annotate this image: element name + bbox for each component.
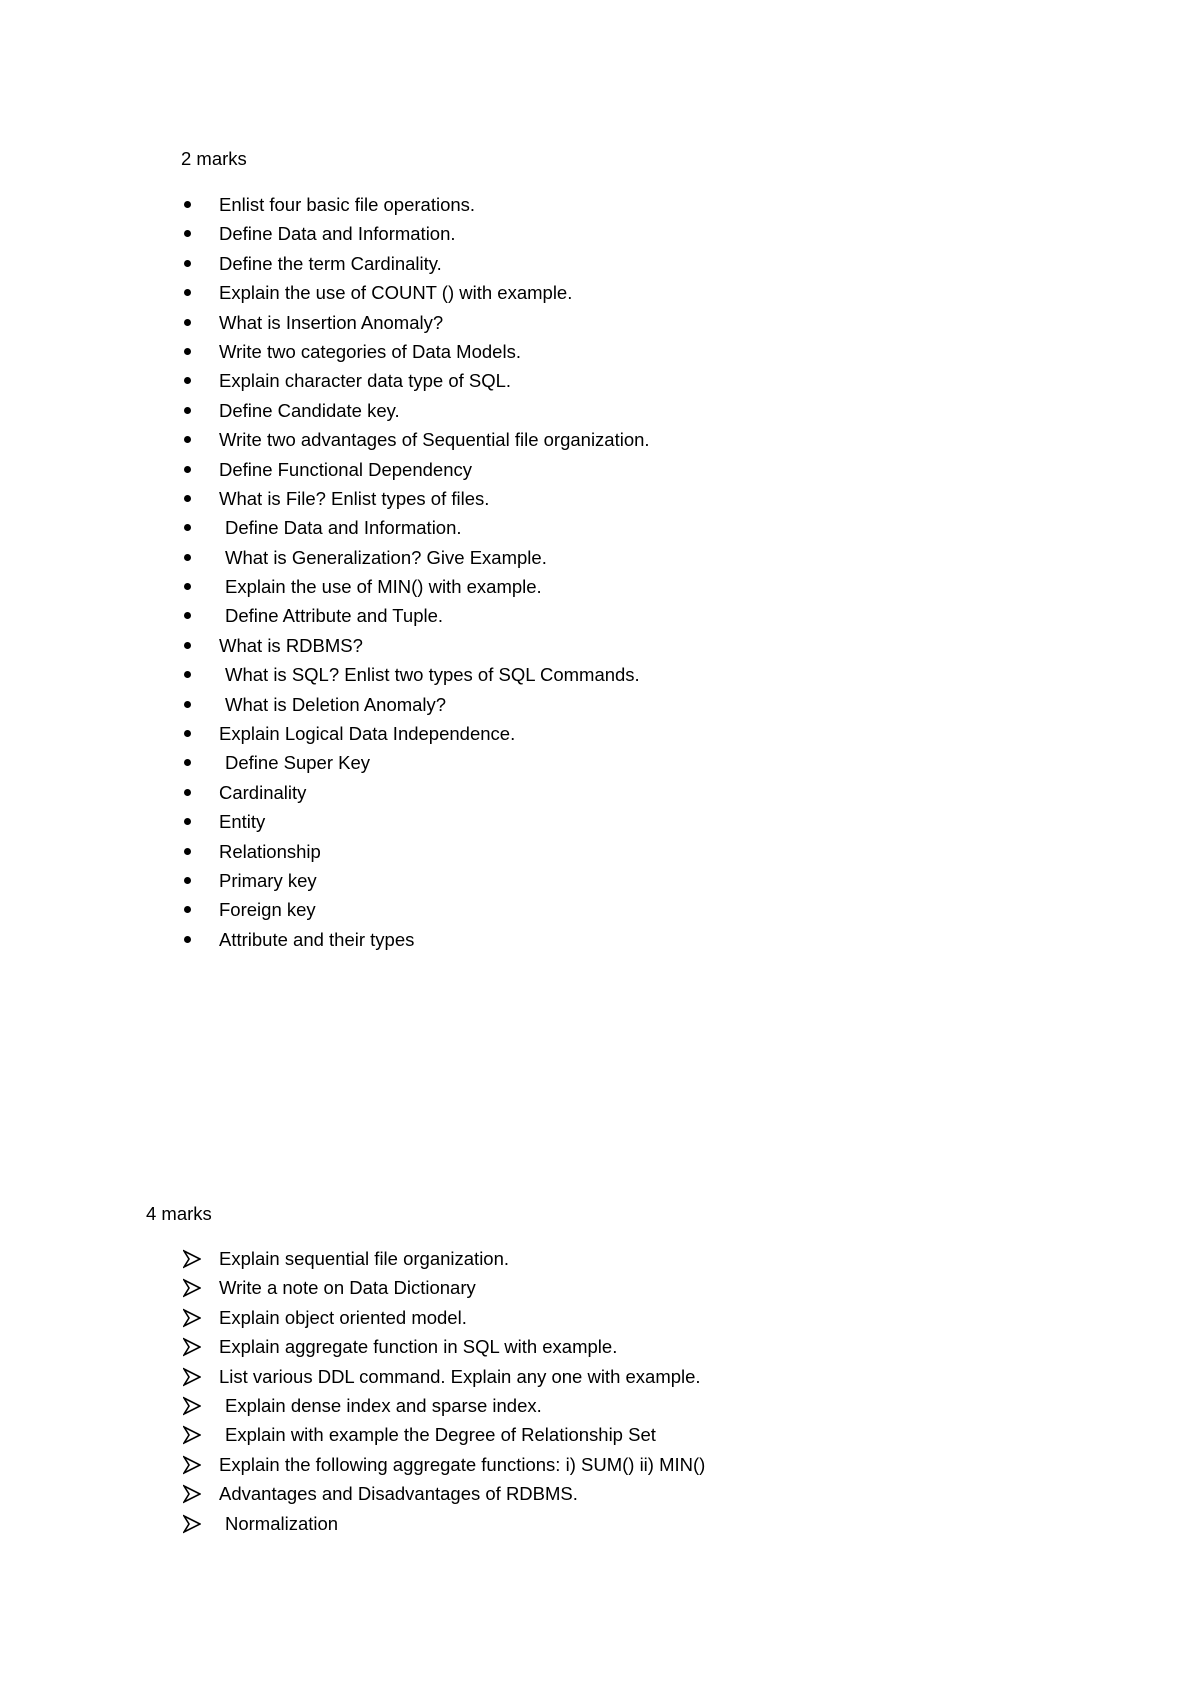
question-text: What is Insertion Anomaly? [219, 311, 444, 333]
list-item [183, 1454, 705, 1483]
question-text: Write a note on Data Dictionary [219, 1277, 476, 1299]
bullet-dot-icon [184, 730, 191, 737]
bullet-dot-icon [184, 583, 191, 590]
bullet-dot-icon [184, 612, 191, 619]
bullet-dot-icon [184, 201, 191, 208]
question-list-4-marks [183, 1248, 705, 1542]
bullet-dot-icon [184, 524, 191, 531]
list-item [183, 370, 650, 399]
arrowhead-bullet-icon [183, 1337, 201, 1357]
question-text: Explain dense index and sparse index. [225, 1394, 542, 1416]
list-item [183, 811, 650, 840]
bullet-dot-icon [184, 701, 191, 708]
question-text: Explain object oriented model. [219, 1306, 467, 1328]
question-text: Define Data and Information. [225, 517, 462, 539]
question-text: What is RDBMS? [219, 634, 363, 656]
list-item [183, 488, 650, 517]
bullet-dot-icon [184, 848, 191, 855]
arrowhead-bullet-icon [183, 1278, 201, 1298]
bullet-dot-icon [184, 436, 191, 443]
list-item [183, 1513, 705, 1542]
question-text: Explain the use of MIN() with example. [225, 576, 542, 598]
question-text: Define the term Cardinality. [219, 252, 442, 274]
question-list-2-marks [183, 194, 650, 958]
question-text: Enlist four basic file operations. [219, 194, 476, 215]
bullet-dot-icon [184, 906, 191, 913]
list-item [183, 635, 650, 664]
bullet-dot-icon [184, 554, 191, 561]
bullet-dot-icon [184, 671, 191, 678]
bullet-dot-icon [184, 789, 191, 796]
bullet-dot-icon [184, 407, 191, 414]
bullet-dot-icon [184, 466, 191, 473]
question-text: Explain with example the Degree of Relationship Set [225, 1424, 656, 1446]
question-text: Define Functional Dependency [219, 458, 472, 480]
list-item [183, 1395, 705, 1424]
question-text: Define Data and Information. [219, 223, 456, 245]
list-item [183, 841, 650, 870]
bullet-dot-icon [184, 319, 191, 326]
bullet-dot-icon [184, 260, 191, 267]
arrowhead-bullet-icon [183, 1308, 201, 1328]
bullet-dot-icon [184, 289, 191, 296]
question-text: Write two categories of Data Models. [219, 340, 521, 362]
list-item [183, 517, 650, 546]
list-item [183, 1424, 705, 1453]
arrowhead-bullet-icon [183, 1514, 201, 1534]
question-text: Cardinality [219, 781, 307, 803]
list-item [183, 253, 650, 282]
list-item [183, 899, 650, 928]
question-text: Attribute and their types [219, 928, 415, 950]
arrowhead-bullet-icon [183, 1455, 201, 1475]
list-item [183, 1336, 705, 1365]
list-item [183, 605, 650, 634]
section-heading-4-marks: 4 marks [146, 1203, 212, 1224]
question-text: Explain the following aggregate functions: i) SUM() ii) MIN() [219, 1453, 706, 1475]
list-item [183, 194, 650, 223]
list-item [183, 312, 650, 341]
arrowhead-bullet-icon [183, 1367, 201, 1387]
question-text: Foreign key [219, 899, 316, 921]
list-item [183, 929, 650, 958]
list-item [183, 782, 650, 811]
question-text: What is Deletion Anomaly? [225, 693, 447, 715]
list-item [183, 723, 650, 752]
question-text: Define Super Key [225, 752, 371, 774]
list-item [183, 1277, 705, 1306]
list-item [183, 341, 650, 370]
question-text: Explain sequential file organization. [219, 1248, 510, 1269]
list-item [183, 1483, 705, 1512]
question-text: What is Generalization? Give Example. [225, 546, 547, 568]
list-item [183, 752, 650, 781]
bullet-dot-icon [184, 877, 191, 884]
question-text: Explain aggregate function in SQL with example. [219, 1336, 618, 1358]
list-item [183, 1307, 705, 1336]
question-text: What is SQL? Enlist two types of SQL Commands. [225, 664, 640, 686]
question-text: Explain character data type of SQL. [219, 370, 512, 392]
list-item [183, 400, 650, 429]
bullet-dot-icon [184, 377, 191, 384]
question-text: What is File? Enlist types of files. [219, 487, 490, 509]
list-item [183, 282, 650, 311]
question-text: Advantages and Disadvantages of RDBMS. [219, 1483, 578, 1505]
bullet-dot-icon [184, 348, 191, 355]
question-text: Explain the use of COUNT () with example. [219, 282, 573, 304]
question-text: Primary key [219, 869, 317, 891]
bullet-dot-icon [184, 936, 191, 943]
section-heading-2-marks: 2 marks [181, 148, 247, 169]
bullet-dot-icon [184, 818, 191, 825]
bullet-dot-icon [184, 642, 191, 649]
list-item [183, 870, 650, 899]
arrowhead-bullet-icon [183, 1396, 201, 1416]
bullet-dot-icon [184, 230, 191, 237]
question-text: Define Attribute and Tuple. [225, 605, 444, 627]
question-text: Normalization [225, 1512, 339, 1534]
question-text: Write two advantages of Sequential file organization. [219, 429, 650, 451]
list-item [183, 1248, 705, 1277]
question-text: Explain Logical Data Independence. [219, 723, 516, 745]
list-item [183, 223, 650, 252]
list-item [183, 576, 650, 605]
list-item [183, 664, 650, 693]
list-item [183, 694, 650, 723]
arrowhead-bullet-icon [183, 1484, 201, 1504]
list-item [183, 429, 650, 458]
list-item [183, 547, 650, 576]
bullet-dot-icon [184, 759, 191, 766]
question-text: Entity [219, 811, 266, 833]
arrowhead-bullet-icon [183, 1249, 201, 1269]
list-item [183, 1366, 705, 1395]
question-text: List various DDL command. Explain any one with example. [219, 1365, 701, 1387]
arrowhead-bullet-icon [183, 1425, 201, 1445]
question-text: Relationship [219, 840, 321, 862]
list-item [183, 459, 650, 488]
bullet-dot-icon [184, 495, 191, 502]
question-text: Define Candidate key. [219, 399, 400, 421]
